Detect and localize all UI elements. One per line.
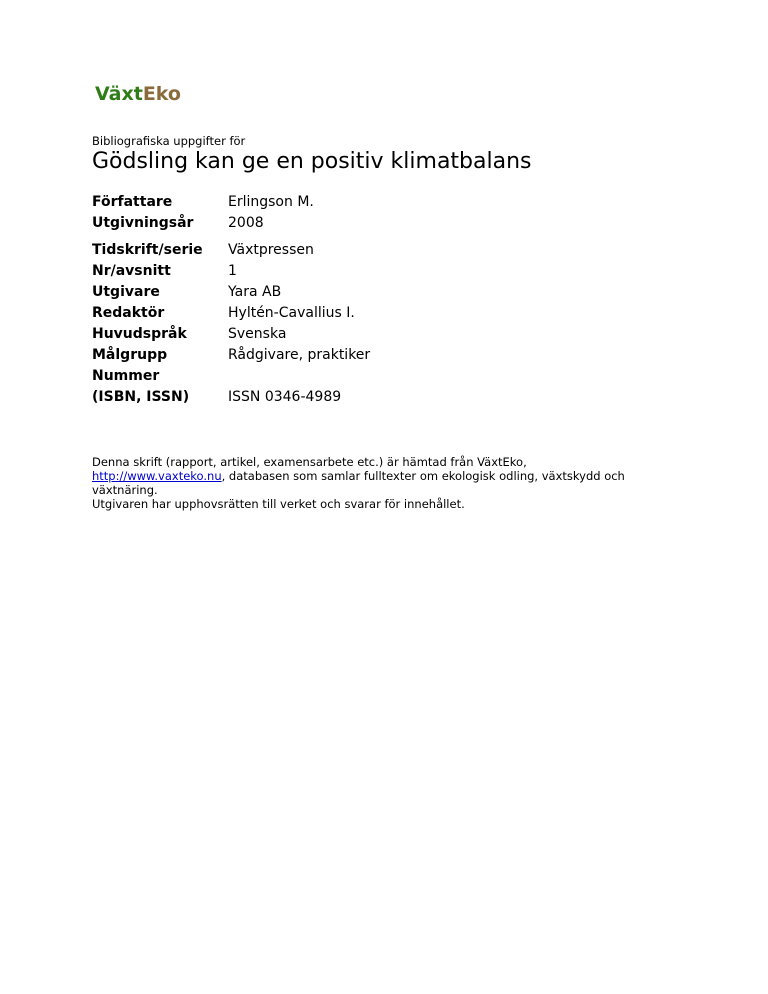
page-title: Gödsling kan ge en positiv klimatbalans: [92, 149, 532, 174]
meta-row-number: [92, 366, 370, 408]
meta-label-line1: Nummer: [92, 368, 160, 384]
logo-part-eko: Eko: [142, 83, 181, 105]
meta-label: Tidskrift/serie: [92, 242, 203, 258]
meta-label-line2: (ISBN, ISSN): [92, 389, 190, 405]
meta-value: Rådgivare, praktiker: [228, 347, 371, 363]
subheading: Bibliografiska uppgifter för: [92, 134, 246, 148]
meta-row-author: [92, 192, 314, 213]
meta-value: 1: [228, 263, 237, 279]
meta-value: ISSN 0346-4989: [228, 389, 342, 405]
meta-label: Huvudspråk: [92, 326, 187, 342]
meta-label: Utgivare: [92, 284, 160, 300]
meta-row-publisher: [92, 282, 370, 303]
meta-value: Yara AB: [228, 284, 282, 300]
meta-label: Målgrupp: [92, 347, 168, 363]
meta-row-audience: [92, 345, 370, 366]
vaxteko-logo: [95, 82, 181, 106]
footer-line3: Utgivaren har upphovsrätten till verket och svarar för innehållet.: [92, 497, 465, 511]
meta-table-secondary: [92, 240, 370, 408]
meta-row-language: [92, 324, 370, 345]
footer-line1: Denna skrift (rapport, artikel, examensarbete etc.) är hämtad från VäxtEko,: [92, 455, 527, 469]
meta-label: Författare: [92, 194, 173, 210]
meta-row-editor: [92, 303, 370, 324]
footer-line2: , databasen som samlar fulltexter om ekologisk odling, växtskydd och växtnäring.: [92, 469, 625, 497]
meta-label: Nr/avsnitt: [92, 263, 171, 279]
meta-table-primary: [92, 192, 314, 234]
meta-label: Utgivningsår: [92, 215, 194, 231]
meta-row-journal: [92, 240, 370, 261]
meta-row-issue: [92, 261, 370, 282]
logo-part-vaxt: Växt: [95, 83, 143, 105]
meta-row-year: [92, 213, 314, 234]
meta-label: [92, 366, 228, 408]
meta-value: Erlingson M.: [228, 194, 314, 210]
meta-value: Svenska: [228, 326, 287, 342]
meta-value: Hyltén-Cavallius I.: [228, 305, 355, 321]
meta-value: 2008: [228, 215, 264, 231]
meta-label: Redaktör: [92, 305, 165, 321]
meta-value: Växtpressen: [228, 242, 314, 258]
footer-notice: [92, 455, 692, 511]
vaxteko-link[interactable]: http://www.vaxteko.nu: [92, 469, 222, 483]
